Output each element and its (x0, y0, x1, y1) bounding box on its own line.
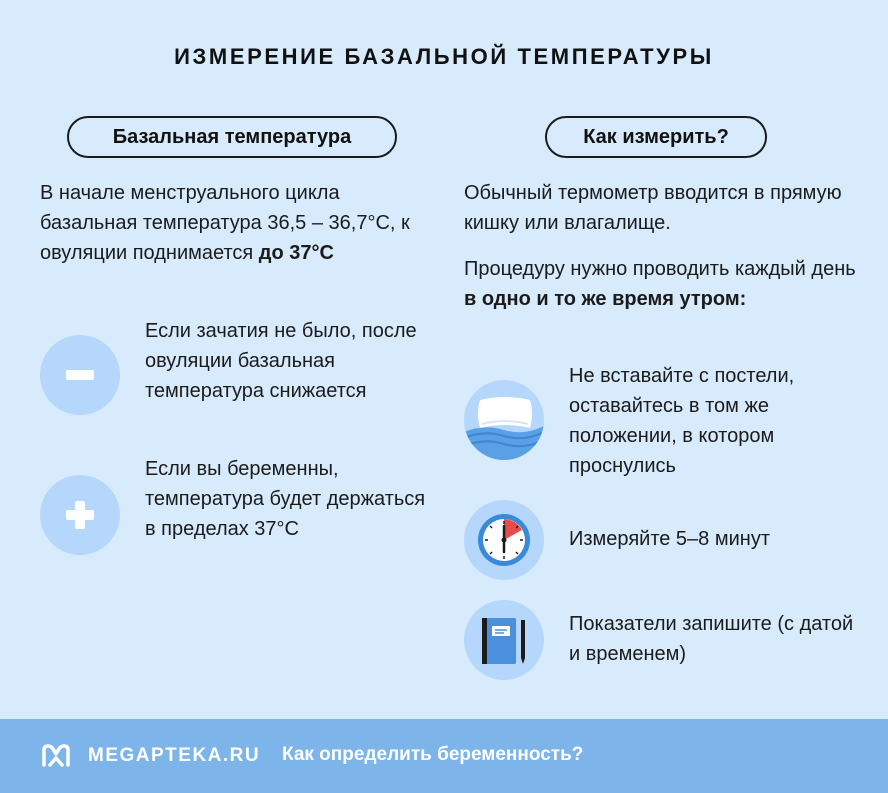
procedure-text: Процедуру нужно проводить каждый день (464, 258, 856, 280)
megapteka-logo-icon (40, 743, 72, 774)
list-item-stay-in-bed: Не вставайте с постели, оставайтесь в том же положении, в котором проснулись (569, 365, 795, 477)
pillow-icon (464, 380, 544, 460)
page-title: ИЗМЕРЕНИЕ БАЗАЛЬНОЙ ТЕМПЕРАТУРЫ (174, 44, 714, 69)
section-heading-basal-temperature: Базальная температура (67, 116, 397, 158)
intro-text: В начале менструального цикла базальная температура 36,5 – 36,7°C, к овуляции поднимается (40, 182, 410, 264)
footer-bar (0, 719, 888, 793)
minus-icon (40, 335, 120, 415)
plus-icon (40, 475, 120, 555)
method-paragraph: Обычный термометр вводится в прямую кишку или влагалище. (464, 182, 842, 234)
list-item-measure-duration: Измеряйте 5–8 минут (569, 528, 770, 550)
section-heading-how-to-measure: Как измерить? (545, 116, 767, 158)
procedure-bold-text: в одно и то же время утром: (464, 288, 747, 310)
list-item-pregnant: Если вы беременны, температура будет держаться в пределах 37°C (145, 458, 426, 540)
intro-paragraph (40, 178, 440, 268)
list-item-record-results: Показатели запишите (с датой и временем) (569, 613, 854, 665)
intro-bold-text: до 37°C (258, 242, 334, 264)
notebook-icon (464, 600, 544, 680)
clock-icon (464, 500, 544, 580)
list-item-no-conception: Если зачатия не было, после овуляции базальная температура снижается (145, 320, 417, 402)
brand-name[interactable]: MEGAPTEKA.RU (88, 745, 261, 766)
procedure-paragraph (464, 254, 864, 314)
footer-link-pregnancy[interactable]: Как определить беременность? (282, 744, 584, 765)
